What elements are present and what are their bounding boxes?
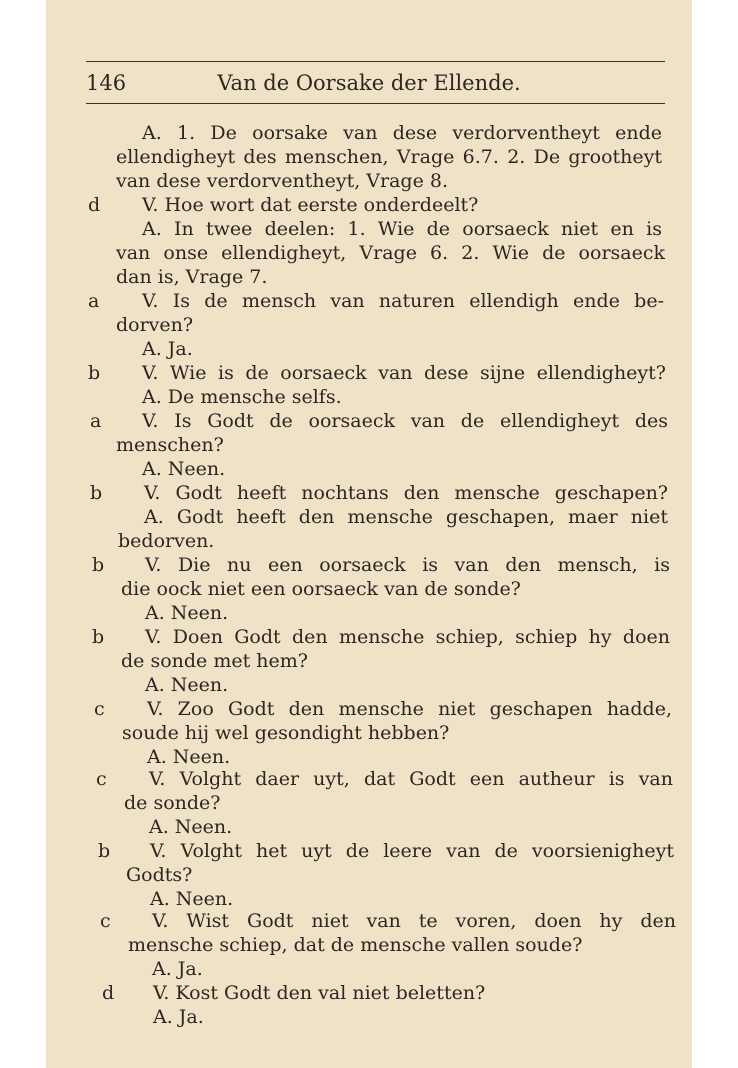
margin-marker: b	[98, 840, 111, 862]
text-line: Godts?	[126, 864, 193, 886]
text-line: A. Neen.	[147, 746, 231, 768]
page-number: 146	[86, 71, 127, 95]
book-page	[46, 0, 692, 1068]
text-line: menschen?	[116, 434, 224, 456]
text-line: ellendigheyt des menschen, Vrage 6.7. 2. De grootheyt	[116, 146, 662, 168]
text-line: A. Ja.	[152, 958, 203, 980]
text-line: A. In twee deelen: 1. Wie de oorsaeck niet en is	[142, 218, 662, 240]
text-line: A. Neen.	[145, 602, 229, 624]
text-line: V. Is de mensch van naturen ellendigh ende be-	[142, 290, 664, 312]
text-line: mensche schiep, dat de mensche vallen soude?	[128, 934, 583, 956]
text-line: V. Die nu een oorsaeck is van den mensch, is	[145, 554, 670, 576]
text-line: A. Ja.	[153, 1006, 204, 1028]
text-line: A. Godt heeft den mensche geschapen, maer niet	[144, 506, 668, 528]
text-line: A. 1. De oorsake van dese verdorventheyt ende	[142, 122, 662, 144]
text-line: van onse ellendigheyt, Vrage 6. 2. Wie de oorsaeck	[116, 242, 665, 264]
text-line: soude hij wel gesondight hebben?	[122, 722, 450, 744]
margin-marker: b	[88, 362, 101, 384]
text-line: A. Neen.	[145, 674, 229, 696]
running-title: Van de Oorsake der Ellende.	[217, 71, 521, 95]
text-line: van dese verdorventheyt, Vrage 8.	[116, 170, 449, 192]
text-line: bedorven.	[118, 530, 215, 552]
text-line: V. Volght daer uyt, dat Godt een autheur is van	[149, 768, 673, 790]
margin-marker: b	[92, 554, 105, 576]
text-line: V. Doen Godt den mensche schiep, schiep hy doen	[145, 626, 670, 648]
text-line: V. Kost Godt den val niet beletten?	[153, 982, 486, 1004]
text-line: die oock niet een oorsaeck van de sonde?	[121, 578, 521, 600]
margin-marker: c	[96, 768, 107, 790]
margin-marker: b	[90, 482, 103, 504]
header-top-rule	[86, 61, 665, 62]
text-line: V. Wist Godt niet van te voren, doen hy den	[152, 910, 676, 932]
text-line: A. Neen.	[142, 458, 226, 480]
text-line: A. Neen.	[149, 816, 233, 838]
margin-marker: d	[88, 194, 101, 216]
margin-marker: c	[100, 910, 111, 932]
text-line: dan is, Vrage 7.	[116, 266, 268, 288]
header-bottom-rule	[86, 103, 665, 104]
text-line: V. Wie is de oorsaeck van dese sijne ellendigheyt?	[142, 362, 666, 384]
text-line: V. Godt heeft nochtans den mensche geschapen?	[144, 482, 668, 504]
text-line: A. Neen.	[150, 888, 234, 910]
margin-marker: d	[102, 982, 115, 1004]
text-line: V. Volght het uyt de leere van de voorsienigheyt	[150, 840, 674, 862]
margin-marker: a	[90, 410, 102, 432]
text-line: dorven?	[116, 314, 194, 336]
margin-marker: a	[88, 290, 100, 312]
text-line: V. Zoo Godt den mensche niet geschapen hadde,	[147, 698, 672, 720]
text-line: de sonde?	[124, 792, 221, 814]
text-line: A. Ja.	[142, 338, 193, 360]
text-line: V. Hoe wort dat eerste onderdeelt?	[142, 194, 479, 216]
margin-marker: b	[92, 626, 105, 648]
margin-marker: c	[94, 698, 105, 720]
text-line: A. De mensche selfs.	[142, 386, 342, 408]
text-line: V. Is Godt de oorsaeck van de ellendigheyt des	[142, 410, 668, 432]
text-line: de sonde met hem?	[121, 650, 308, 672]
